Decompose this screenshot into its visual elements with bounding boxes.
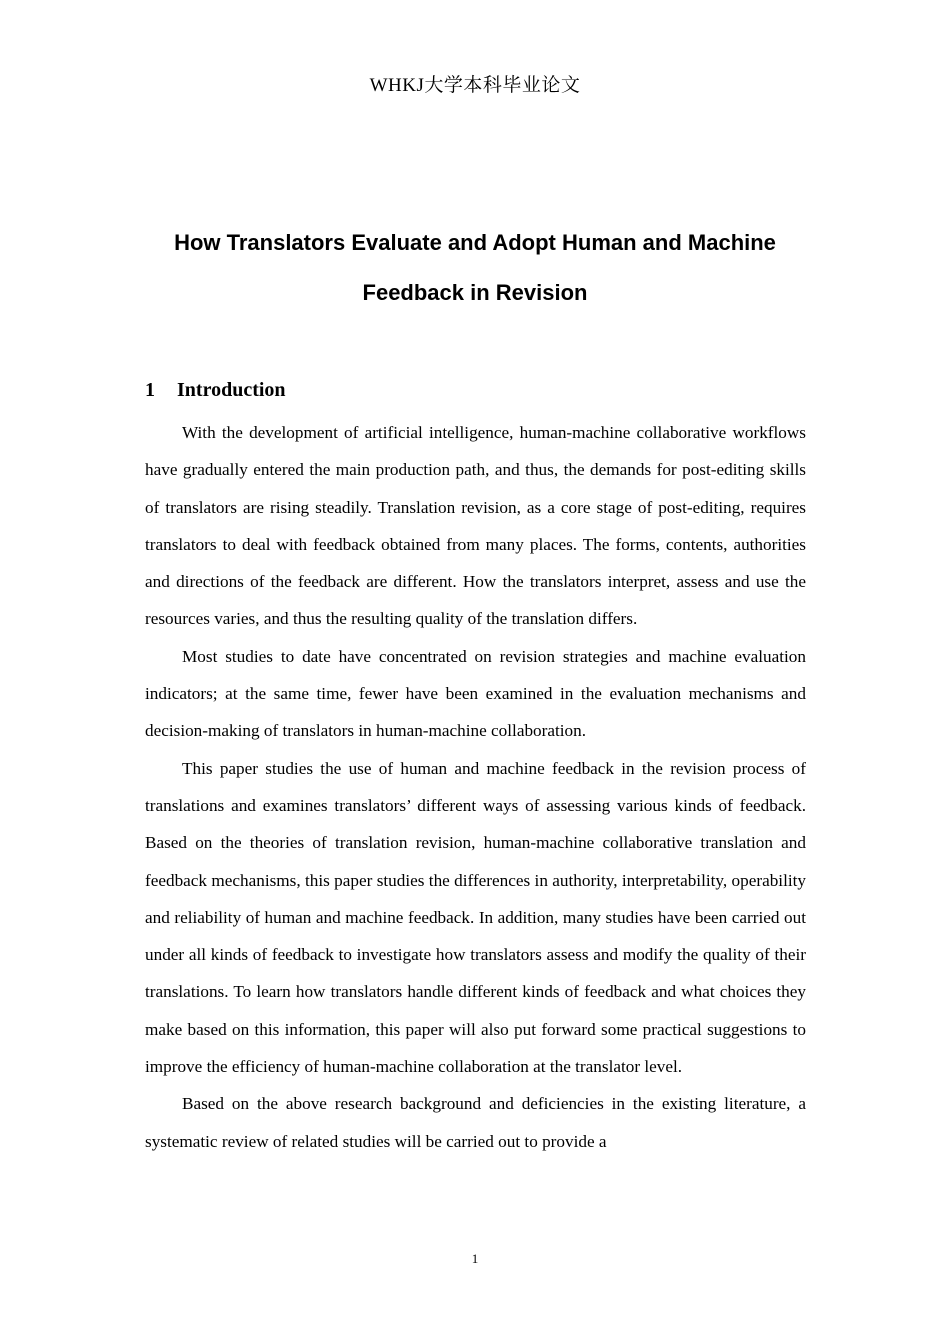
section-heading: [145, 374, 286, 406]
page-number: 1: [471, 1251, 479, 1266]
paragraph: With the development of artificial intelligence, human-machine collaborative workflows have gradually entered the main production path, and thus, the demands for post-editing skills of translators are rising steadily. Translation revision, as a core stage of post-editing, requires translators to deal with feedback obtained from many places. The forms, contents, authorities and directions of the feedback are different. How the translators interpret, assess and use the resources varies, and thus the resulting quality of the translation differs.: [145, 423, 806, 629]
paragraph: This paper studies the use of human and machine feedback in the revision process of translations and examines translators’ different ways of assessing various kinds of feedback. Based on the theories of translation revision, human-machine collaborative translation and feedback mechanisms, this paper studies the differences in authority, interpretability, operability and reliability of human and machine feedback. In addition, many studies have been carried out under all kinds of feedback to investigate how translators assess and modify the quality of their translations. To learn how translators handle different kinds of feedback and what choices they make based on this information, this paper will also put forward some practical suggestions to improve the efficiency of human-machine collaboration at the translator level.: [145, 758, 806, 1077]
paragraph: Most studies to date have concentrated on revision strategies and machine evaluation indicators; at the same time, fewer have been examined in the evaluation mechanisms and decision-making of translators in human-machine collaboration.: [145, 646, 806, 741]
paragraph: Based on the above research background and deficiencies in the existing literature, a systematic review of related studies will be carried out to provide a: [145, 1094, 806, 1151]
section-number: 1: [145, 379, 155, 401]
paper-title: How Translators Evaluate and Adopt Human and Machine Feedback in Revision: [174, 230, 776, 305]
running-header: WHKJ大学本科毕业论文: [369, 75, 581, 96]
section-title: Introduction: [177, 379, 286, 401]
body-text: [145, 414, 806, 1160]
